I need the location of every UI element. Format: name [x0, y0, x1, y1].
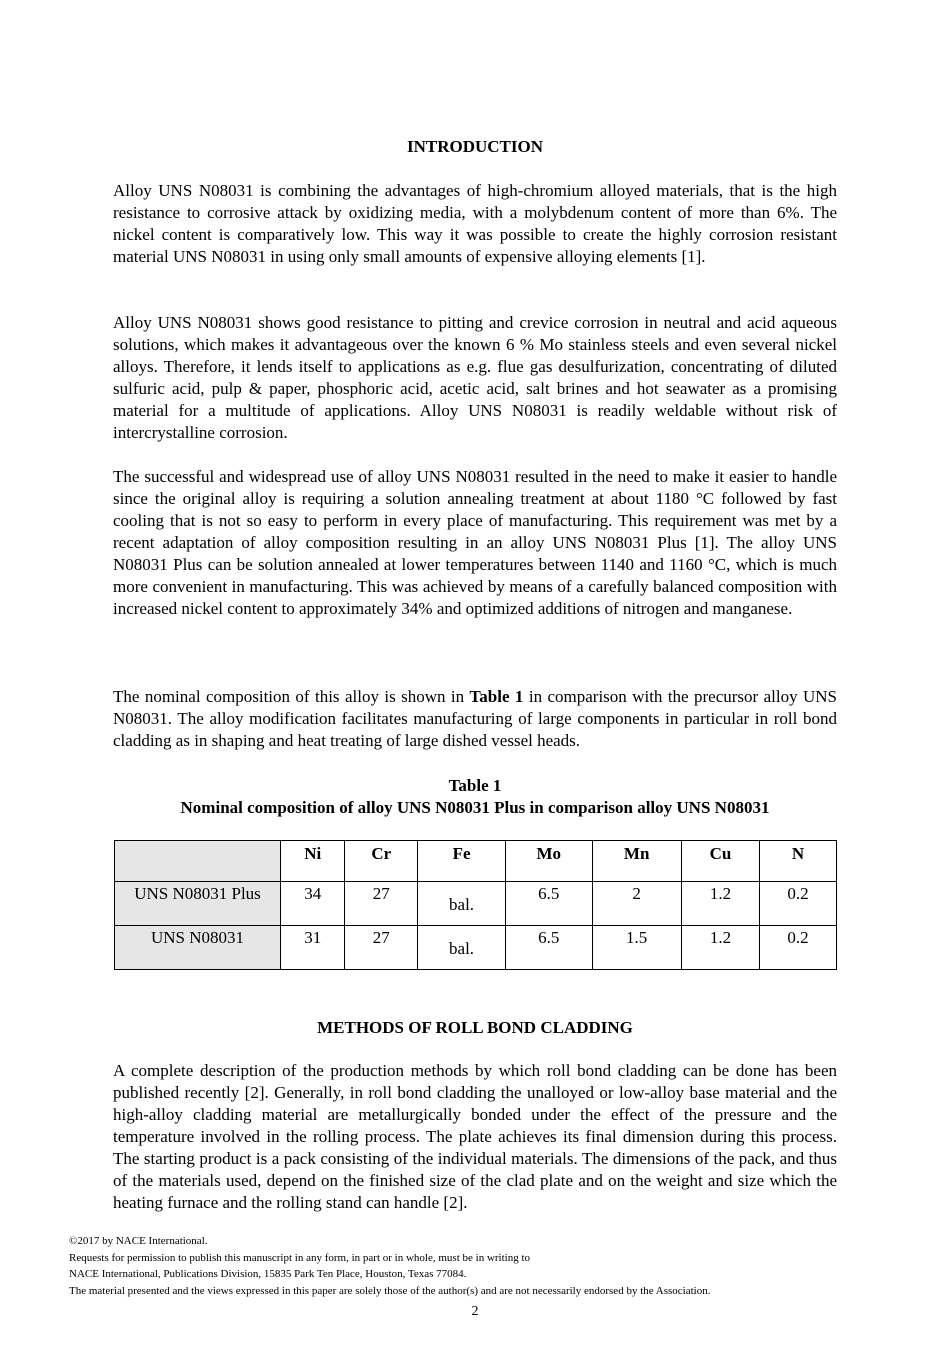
table-header-ni: Ni	[281, 841, 345, 882]
para4-text-before: The nominal composition of this alloy is shown in	[113, 687, 470, 706]
cell-n: 0.2	[760, 882, 837, 926]
table-title: Nominal composition of alloy UNS N08031 Plus in comparison alloy UNS N08031	[180, 798, 770, 817]
table-header-cu: Cu	[681, 841, 759, 882]
table-header-corner	[115, 841, 281, 882]
table-header-cr: Cr	[345, 841, 418, 882]
cell-cr: 27	[345, 926, 418, 970]
cell-mn: 1.5	[592, 926, 681, 970]
cell-mn: 2	[592, 882, 681, 926]
cell-fe: bal.	[418, 882, 506, 926]
methods-paragraph: A complete description of the production methods by which roll bond cladding can be done has been published recently [2]. Generally, in roll bond cladding the unalloyed or low-alloy base material and the high-alloy cladding material are metallurgically bonded under the effect of the pressure and the temperature involved in the rolling process. The plate achieves its final dimension during this process. The starting product is a pack consisting of the individual materials. The dimensions of the pack, and thus of the materials used, depend on the finished size of the clad plate and on the weight and size which the heating furnace and the rolling stand can handle [2].	[113, 1061, 837, 1212]
cell-mo: 6.5	[506, 926, 593, 970]
cell-fe: bal.	[418, 926, 506, 970]
table-caption	[113, 775, 837, 819]
copyright-line: ©2017 by NACE International.	[69, 1235, 208, 1247]
methods-heading: METHODS OF ROLL BOND CLADDING	[317, 1018, 633, 1037]
intro-paragraph-4	[113, 686, 837, 752]
table-row	[115, 882, 837, 926]
introduction-heading: INTRODUCTION	[406, 137, 544, 156]
composition-table	[114, 840, 837, 970]
intro-paragraph-2: Alloy UNS N08031 shows good resistance to pitting and crevice corrosion in neutral and acid aqueous solutions, which makes it advantageous over the known 6 % Mo stainless steels and even several nickel alloys. Therefore, it lends itself to applications as e.g. flue gas desulfurization, concentrating of diluted sulfuric acid, pulp & paper, phosphoric acid, acetic acid, salt brines and hot seawater as a promising material for a multitude of applications. Alloy UNS N08031 is readily weldable without risk of intercrystalline corrosion.	[113, 313, 837, 442]
table-header-mo: Mo	[506, 841, 593, 882]
intro-paragraph-1: Alloy UNS N08031 is combining the advantages of high-chromium alloyed materials, that is the high resistance to corrosive attack by oxidizing media, with a molybdenum content of more than 6%. The nickel content is comparatively low. This way it was possible to create the highly corrosion resistant material UNS N08031 in using only small amounts of expensive alloying elements [1].	[113, 181, 837, 266]
row-alloy-name: UNS N08031	[115, 926, 281, 970]
address-line: NACE International, Publications Division, 15835 Park Ten Place, Houston, Texas 77084.	[69, 1268, 467, 1280]
cell-cr: 27	[345, 882, 418, 926]
row-alloy-name: UNS N08031 Plus	[115, 882, 281, 926]
table-header-row	[115, 841, 837, 882]
table-label: Table 1	[448, 776, 502, 795]
cell-cu: 1.2	[681, 882, 759, 926]
table-header-mn: Mn	[592, 841, 681, 882]
permission-line: Requests for permission to publish this manuscript in any form, in part or in whole, must be in writing to	[69, 1252, 531, 1264]
disclaimer-line: The material presented and the views expressed in this paper are solely those of the author(s) and are not necessarily endorsed by the Association.	[69, 1285, 711, 1297]
page-number: 2	[471, 1304, 479, 1319]
table-header-n: N	[760, 841, 837, 882]
cell-mo: 6.5	[506, 882, 593, 926]
cell-ni: 34	[281, 882, 345, 926]
table-header-fe: Fe	[418, 841, 506, 882]
table-row	[115, 926, 837, 970]
cell-cu: 1.2	[681, 926, 759, 970]
cell-n: 0.2	[760, 926, 837, 970]
cell-ni: 31	[281, 926, 345, 970]
table-reference: Table 1	[469, 687, 524, 706]
intro-paragraph-3: The successful and widespread use of alloy UNS N08031 resulted in the need to make it easier to handle since the original alloy is requiring a solution annealing treatment at about 1180 °C followed by fast cooling that is not so easy to perform in every place of manufacturing. This requirement was met by a recent adaptation of alloy composition resulting in an alloy UNS N08031 Plus [1]. The alloy UNS N08031 Plus can be solution annealed at lower temperatures between 1140 and 1160 °C, which is much more convenient in manufacturing. This was achieved by means of a carefully balanced composition with increased nickel content to approximately 34% and optimized additions of nitrogen and manganese.	[113, 467, 837, 618]
para4-text-after: in comparison with the precursor alloy UNS N08031. The alloy modification facilitates manufacturing of large components in particular in roll bond cladding as in shaping and heat treating of large dished vessel heads.	[113, 687, 837, 750]
